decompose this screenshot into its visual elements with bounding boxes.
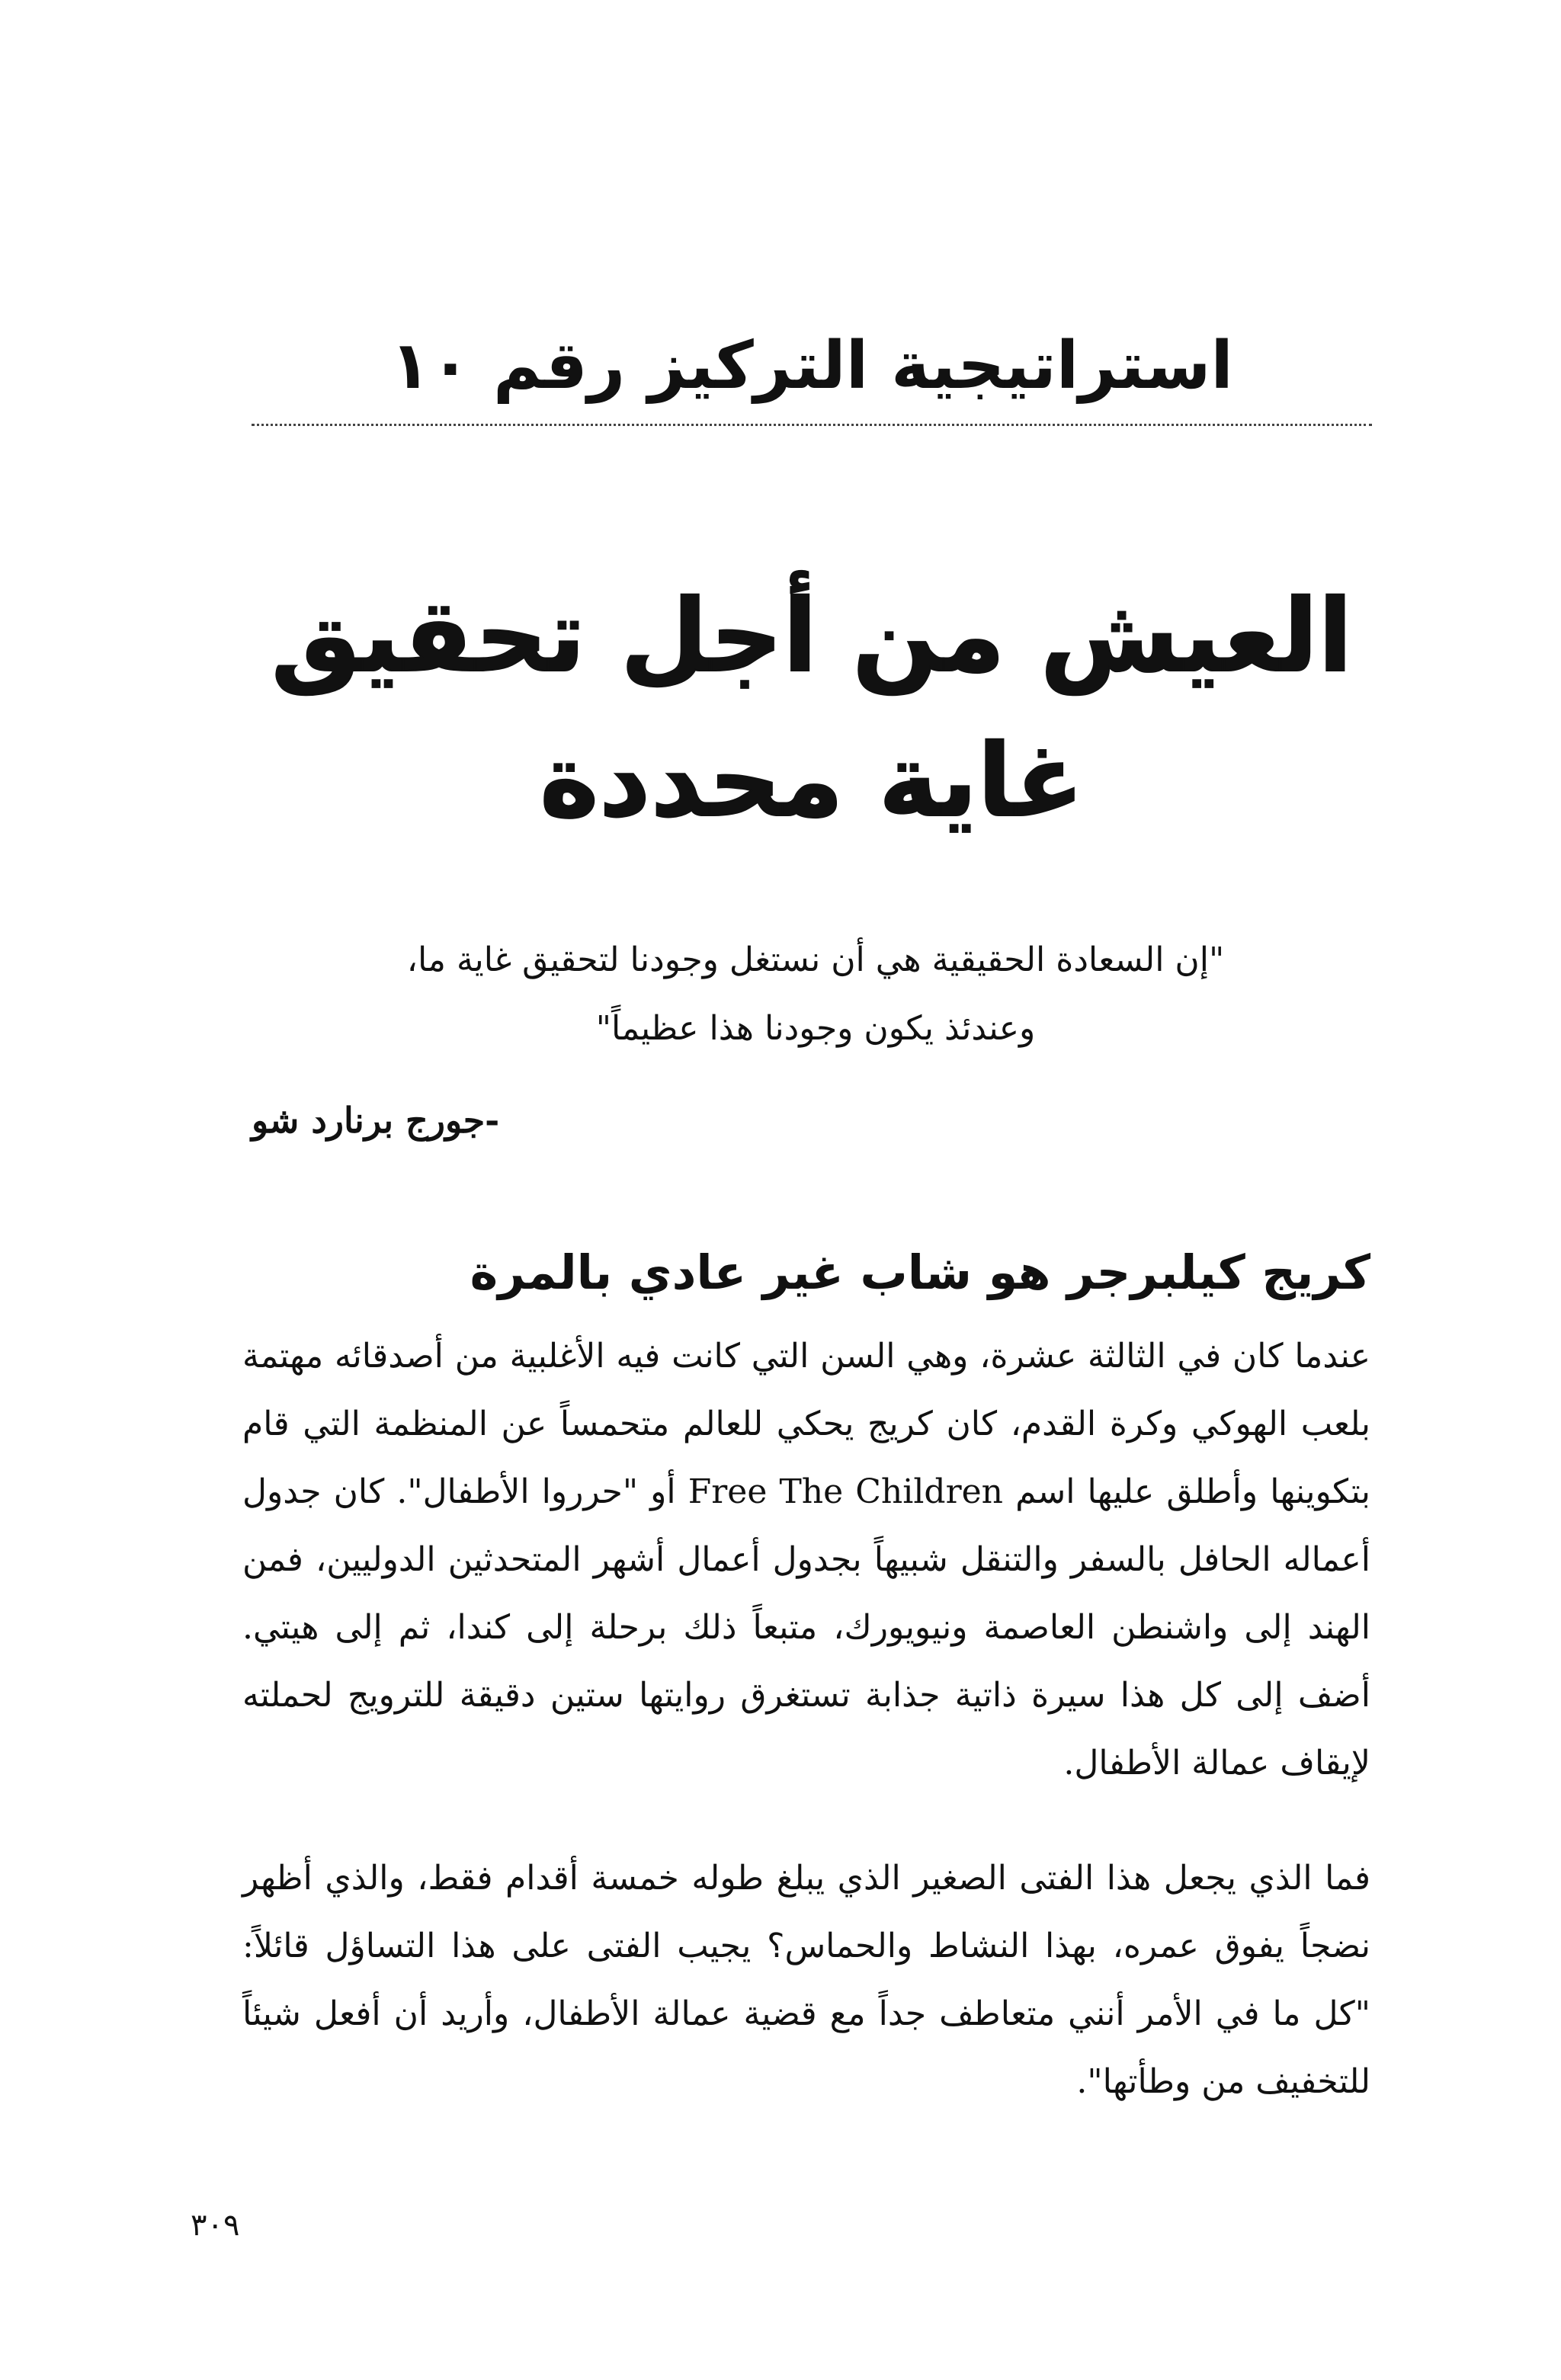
chapter-title	[252, 564, 1372, 854]
body-paragraph-2: فما الذي يجعل هذا الفتى الصغير الذي يبلغ طوله خمسة أقدام فقط، والذي أظهر نضجاً يفوق عمره، بهذا النشاط والحماس؟ يجيب الفتى على هذا التساؤل قائلاً: "كل ما في الأمر أنني متعاطف جداً مع قضية عمالة الأطفال، وأريد أن أفعل شيئاً للتخفيف من وطأتها".	[242, 1859, 1370, 2101]
page-number: ٣٠٩	[191, 2208, 240, 2243]
chapter-title-line-1: العيش من أجل تحقيق	[271, 578, 1353, 695]
epigraph-quote	[358, 926, 1273, 1063]
quote-line-1: "إن السعادة الحقيقية هي أن نستغل وجودنا لتحقيق غاية ما،	[406, 940, 1225, 979]
section-heading: كريج كيلبرجر هو شاب غير عادي بالمرة	[470, 1244, 1370, 1300]
chapter-title-line-2: غاية محددة	[539, 722, 1085, 840]
strategy-header: استراتيجية التركيز رقم ١٠	[390, 328, 1233, 404]
body-paragraph-1: عندما كان في الثالثة عشرة، وهي السن التي كانت فيه الأغلبية من أصدقائه مهتمة بلعب الهوكي وكرة القدم، كان كريج يحكي للعالم متحمساً عن المنظمة التي قام بتكوينها وأطلق عليها اسم Free The Children أو "حرروا الأطفال". كان جدول أعماله الحافل بالسفر والتنقل شبيهاً بجدول أعمال أشهر المتحدثين الدوليين، فمن الهند إلى واشنطن العاصمة ونيويورك، متبعاً ذلك برحلة إلى كندا، ثم إلى هيتي. أضف إلى كل هذا سيرة ذاتية جذابة تستغرق روايتها ستين دقيقة للترويج لحملته لإيقاف عمالة الأطفال.	[242, 1337, 1371, 1783]
quote-author-name: -جورج برنارد شو	[252, 1100, 500, 1141]
quote-line-2: وعندئذ يكون وجودنا هذا عظيماً"	[595, 1009, 1036, 1048]
header-divider	[252, 424, 1372, 426]
quote-attribution	[252, 1090, 1014, 1151]
